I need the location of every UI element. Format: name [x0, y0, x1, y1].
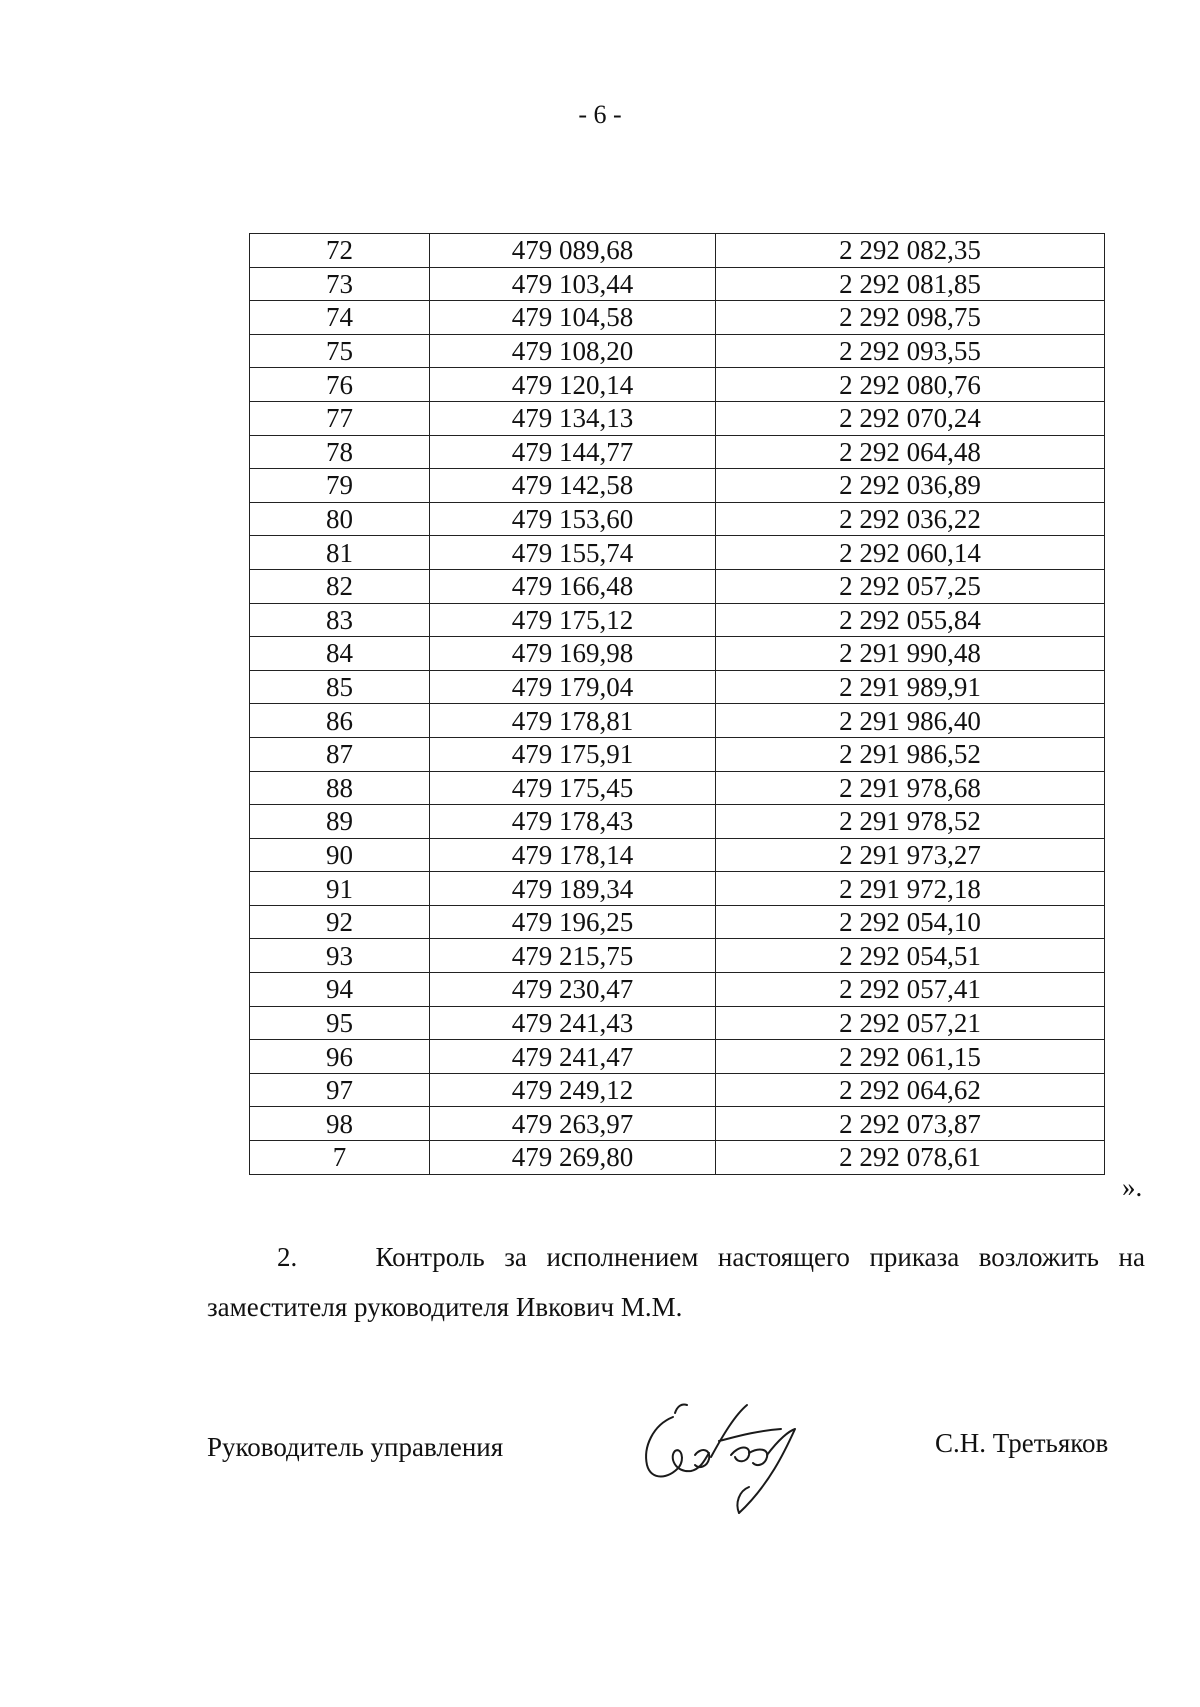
y-coordinate-cell: 2 291 973,27: [716, 838, 1105, 872]
table-row: [250, 435, 1105, 469]
y-coordinate-cell: 2 292 060,14: [716, 536, 1105, 570]
y-coordinate-cell: 2 291 989,91: [716, 670, 1105, 704]
x-coordinate-cell: 479 166,48: [430, 569, 716, 603]
table-row: [250, 1141, 1105, 1175]
x-coordinate-cell: 479 104,58: [430, 301, 716, 335]
y-coordinate-cell: 2 292 054,10: [716, 905, 1105, 939]
point-number-cell: 72: [250, 234, 430, 268]
y-coordinate-cell: 2 292 081,85: [716, 267, 1105, 301]
table-row: [250, 771, 1105, 805]
table-row: [250, 536, 1105, 570]
x-coordinate-cell: 479 230,47: [430, 973, 716, 1007]
point-number-cell: 78: [250, 435, 430, 469]
x-coordinate-cell: 479 153,60: [430, 502, 716, 536]
table-row: [250, 334, 1105, 368]
point-number-cell: 82: [250, 569, 430, 603]
point-number-cell: 94: [250, 973, 430, 1007]
table-row: [250, 973, 1105, 1007]
point-number-cell: 81: [250, 536, 430, 570]
y-coordinate-cell: 2 291 972,18: [716, 872, 1105, 906]
point-number-cell: 84: [250, 637, 430, 671]
coordinates-table: [249, 233, 1105, 1175]
y-coordinate-cell: 2 292 057,41: [716, 973, 1105, 1007]
table-row: [250, 905, 1105, 939]
table-row: [250, 1040, 1105, 1074]
x-coordinate-cell: 479 089,68: [430, 234, 716, 268]
x-coordinate-cell: 479 241,47: [430, 1040, 716, 1074]
point-number-cell: 85: [250, 670, 430, 704]
table-row: [250, 939, 1105, 973]
table-row: [250, 838, 1105, 872]
y-coordinate-cell: 2 292 036,22: [716, 502, 1105, 536]
y-coordinate-cell: 2 292 080,76: [716, 368, 1105, 402]
signatory-role: Руководитель управления: [207, 1432, 504, 1462]
y-coordinate-cell: 2 291 990,48: [716, 637, 1105, 671]
y-coordinate-cell: 2 291 978,52: [716, 805, 1105, 839]
table-row: [250, 569, 1105, 603]
x-coordinate-cell: 479 175,12: [430, 603, 716, 637]
table-row: [250, 737, 1105, 771]
point-number-cell: 79: [250, 469, 430, 503]
y-coordinate-cell: 2 292 064,48: [716, 435, 1105, 469]
point-number-cell: 77: [250, 401, 430, 435]
y-coordinate-cell: 2 291 986,52: [716, 737, 1105, 771]
x-coordinate-cell: 479 178,14: [430, 838, 716, 872]
point-number-cell: 88: [250, 771, 430, 805]
table-row: [250, 872, 1105, 906]
y-coordinate-cell: 2 292 082,35: [716, 234, 1105, 268]
point-number-cell: 74: [250, 301, 430, 335]
point-number-cell: 87: [250, 737, 430, 771]
x-coordinate-cell: 479 108,20: [430, 334, 716, 368]
table-row: [250, 637, 1105, 671]
control-paragraph-line-2: заместителя руководителя Ивкович М.М.: [207, 1292, 683, 1322]
x-coordinate-cell: 479 169,98: [430, 637, 716, 671]
x-coordinate-cell: 479 215,75: [430, 939, 716, 973]
y-coordinate-cell: 2 292 073,87: [716, 1107, 1105, 1141]
point-number-cell: 75: [250, 334, 430, 368]
table-row: [250, 267, 1105, 301]
x-coordinate-cell: 479 175,45: [430, 771, 716, 805]
point-number-cell: 95: [250, 1006, 430, 1040]
page-number: - 6 -: [578, 100, 622, 129]
control-paragraph-line-1: 2. Контроль за исполнением настоящего приказа возложить на: [277, 1242, 1145, 1272]
point-number-cell: 93: [250, 939, 430, 973]
y-coordinate-cell: 2 292 098,75: [716, 301, 1105, 335]
x-coordinate-cell: 479 196,25: [430, 905, 716, 939]
point-number-cell: 76: [250, 368, 430, 402]
table-row: [250, 603, 1105, 637]
x-coordinate-cell: 479 175,91: [430, 737, 716, 771]
point-number-cell: 86: [250, 704, 430, 738]
table-row: [250, 368, 1105, 402]
x-coordinate-cell: 479 189,34: [430, 872, 716, 906]
point-number-cell: 80: [250, 502, 430, 536]
point-number-cell: 7: [250, 1141, 430, 1175]
handwritten-signature: [635, 1395, 810, 1525]
point-number-cell: 90: [250, 838, 430, 872]
x-coordinate-cell: 479 120,14: [430, 368, 716, 402]
table-row: [250, 670, 1105, 704]
x-coordinate-cell: 479 178,43: [430, 805, 716, 839]
point-number-cell: 83: [250, 603, 430, 637]
table-row: [250, 1073, 1105, 1107]
table-row: [250, 1006, 1105, 1040]
x-coordinate-cell: 479 179,04: [430, 670, 716, 704]
x-coordinate-cell: 479 144,77: [430, 435, 716, 469]
x-coordinate-cell: 479 249,12: [430, 1073, 716, 1107]
table-row: [250, 234, 1105, 268]
y-coordinate-cell: 2 292 070,24: [716, 401, 1105, 435]
point-number-cell: 98: [250, 1107, 430, 1141]
y-coordinate-cell: 2 292 054,51: [716, 939, 1105, 973]
table-row: [250, 704, 1105, 738]
y-coordinate-cell: 2 292 057,25: [716, 569, 1105, 603]
point-number-cell: 89: [250, 805, 430, 839]
table-row: [250, 1107, 1105, 1141]
table-row: [250, 502, 1105, 536]
y-coordinate-cell: 2 292 055,84: [716, 603, 1105, 637]
y-coordinate-cell: 2 292 078,61: [716, 1141, 1105, 1175]
table-row: [250, 301, 1105, 335]
x-coordinate-cell: 479 155,74: [430, 536, 716, 570]
table-row: [250, 469, 1105, 503]
y-coordinate-cell: 2 292 064,62: [716, 1073, 1105, 1107]
point-number-cell: 96: [250, 1040, 430, 1074]
signatory-name: С.Н. Третьяков: [935, 1428, 1109, 1458]
table-row: [250, 805, 1105, 839]
point-number-cell: 91: [250, 872, 430, 906]
y-coordinate-cell: 2 291 978,68: [716, 771, 1105, 805]
y-coordinate-cell: 2 291 986,40: [716, 704, 1105, 738]
point-number-cell: 92: [250, 905, 430, 939]
table-row: [250, 401, 1105, 435]
x-coordinate-cell: 479 103,44: [430, 267, 716, 301]
x-coordinate-cell: 479 142,58: [430, 469, 716, 503]
coordinates-table-body: [250, 234, 1105, 1175]
x-coordinate-cell: 479 241,43: [430, 1006, 716, 1040]
x-coordinate-cell: 479 263,97: [430, 1107, 716, 1141]
point-number-cell: 73: [250, 267, 430, 301]
point-number-cell: 97: [250, 1073, 430, 1107]
x-coordinate-cell: 479 134,13: [430, 401, 716, 435]
y-coordinate-cell: 2 292 093,55: [716, 334, 1105, 368]
closing-quote: ».: [1122, 1172, 1143, 1202]
x-coordinate-cell: 479 269,80: [430, 1141, 716, 1175]
y-coordinate-cell: 2 292 057,21: [716, 1006, 1105, 1040]
y-coordinate-cell: 2 292 061,15: [716, 1040, 1105, 1074]
y-coordinate-cell: 2 292 036,89: [716, 469, 1105, 503]
x-coordinate-cell: 479 178,81: [430, 704, 716, 738]
